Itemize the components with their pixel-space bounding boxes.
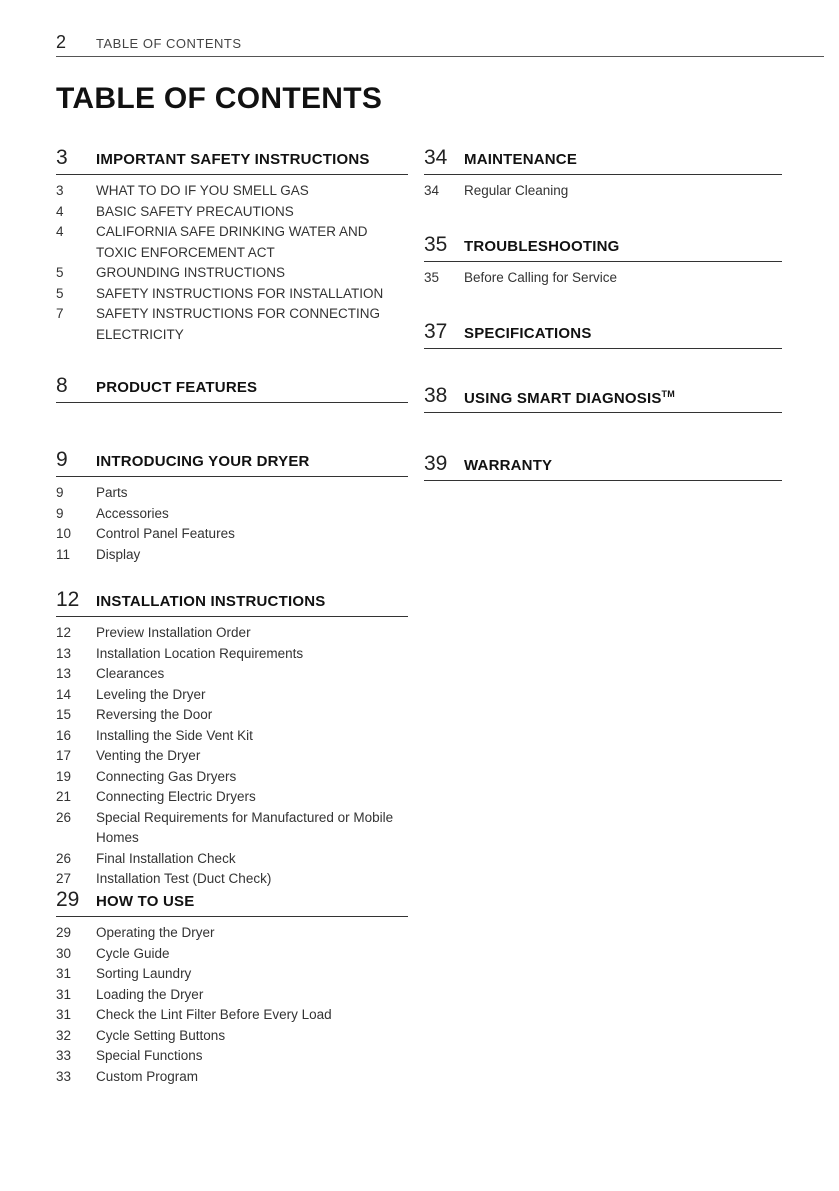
entry-page-number: 31 [56, 966, 72, 981]
entry-title: Check the Lint Filter Before Every Load [96, 1007, 332, 1022]
toc-entry[interactable] [56, 787, 408, 808]
entry-title: GROUNDING INSTRUCTIONS [96, 265, 285, 280]
section-title [96, 453, 310, 470]
entry-title: Loading the Dryer [96, 986, 204, 1002]
toc-section-installation-instructions [56, 588, 408, 890]
section-title-text: INSTALLATION INSTRUCTIONS [96, 593, 326, 610]
entry-page-number: 13 [56, 645, 72, 661]
entry-page-number: 4 [56, 203, 64, 219]
entry-page-number: 5 [56, 265, 64, 280]
toc-entry[interactable] [56, 284, 408, 305]
toc-entry[interactable] [56, 746, 408, 767]
toc-section-maintenance [424, 146, 782, 202]
entry-title: SAFETY INSTRUCTIONS FOR INSTALLATION [96, 285, 384, 301]
entry-page-number: 15 [56, 707, 72, 722]
entry-page-number: 16 [56, 727, 72, 743]
entry-title: Cycle Guide [96, 945, 170, 961]
section-heading[interactable] [424, 452, 782, 481]
section-page-number: 39 [424, 452, 448, 475]
toc-section-how-to-use [56, 888, 408, 1087]
entry-page-number: 14 [56, 686, 72, 702]
entry-page-number: 9 [56, 485, 64, 500]
toc-entry[interactable] [56, 222, 408, 263]
toc-entry[interactable] [56, 964, 408, 985]
entry-page-number: 4 [56, 224, 64, 239]
section-heading[interactable] [424, 384, 782, 413]
toc-section-troubleshooting [424, 233, 782, 289]
section-heading[interactable] [424, 233, 782, 262]
toc-entry[interactable] [56, 726, 408, 747]
toc-entry[interactable] [56, 923, 408, 944]
entry-title: Installation Test (Duct Check) [96, 871, 272, 886]
entry-title: Operating the Dryer [96, 925, 215, 940]
entry-title: Leveling the Dryer [96, 686, 206, 702]
toc-section-important-safety-instructions [56, 146, 408, 345]
entry-title: Special Requirements for Manufactured or Mobile Homes [96, 809, 394, 845]
entry-page-number: 9 [56, 505, 64, 521]
section-title [464, 325, 592, 342]
entry-title: Custom Program [96, 1068, 199, 1084]
section-heading[interactable] [56, 888, 408, 917]
section-page-number: 9 [56, 448, 68, 471]
entry-page-number: 29 [56, 925, 72, 940]
section-heading[interactable] [424, 146, 782, 175]
section-title [464, 389, 675, 407]
page-title: TABLE OF CONTENTS [56, 82, 383, 115]
section-page-number: 8 [56, 374, 68, 397]
toc-section-specifications [424, 320, 782, 349]
entry-page-number: 12 [56, 625, 72, 640]
toc-entry[interactable] [56, 664, 408, 685]
entry-title: Special Functions [96, 1048, 203, 1063]
section-title-text: SPECIFICATIONS [464, 325, 592, 342]
entry-title: Final Installation Check [96, 850, 236, 866]
section-title [96, 593, 325, 610]
entry-title: Connecting Electric Dryers [96, 789, 256, 804]
entry-page-number: 30 [56, 945, 72, 961]
entry-title: Sorting Laundry [96, 966, 192, 981]
entry-page-number: 34 [424, 183, 440, 198]
section-item-list [424, 262, 782, 289]
entry-title: Reversing the Door [96, 707, 213, 722]
running-header [56, 32, 824, 57]
section-heading[interactable] [56, 146, 408, 175]
toc-entry[interactable] [56, 1067, 408, 1088]
toc-entry[interactable] [56, 623, 408, 644]
entry-title: Connecting Gas Dryers [96, 768, 237, 784]
toc-entry[interactable] [56, 1026, 408, 1047]
section-title [464, 457, 552, 474]
entry-page-number: 10 [56, 526, 72, 541]
entry-page-number: 21 [56, 789, 72, 804]
toc-entry[interactable] [56, 705, 408, 726]
section-page-number: 3 [56, 146, 68, 169]
toc-entry[interactable] [56, 1005, 408, 1026]
section-item-list [56, 617, 408, 890]
entry-page-number: 31 [56, 986, 72, 1002]
entry-title: BASIC SAFETY PRECAUTIONS [96, 203, 294, 219]
toc-entry[interactable] [56, 767, 408, 788]
toc-entry[interactable] [56, 808, 408, 849]
entry-page-number: 31 [56, 1007, 72, 1022]
toc-section-product-features [56, 374, 408, 403]
section-item-list [56, 917, 408, 1087]
toc-entry[interactable] [56, 545, 408, 566]
section-page-number: 37 [424, 320, 448, 343]
section-heading[interactable] [56, 448, 408, 477]
toc-entry[interactable] [56, 644, 408, 665]
entry-page-number: 11 [56, 546, 71, 562]
section-title-text: MAINTENANCE [464, 151, 578, 168]
entry-title: Display [96, 546, 141, 562]
header-title: TABLE OF CONTENTS [96, 36, 242, 51]
toc-entry[interactable] [56, 944, 408, 965]
entry-title: Installing the Side Vent Kit [96, 727, 253, 743]
section-page-number: 29 [56, 888, 80, 911]
toc-section-using-smart-diagnosis [424, 384, 782, 413]
entry-title: Installation Location Requirements [96, 645, 304, 661]
section-title-text: IMPORTANT SAFETY INSTRUCTIONS [96, 151, 370, 168]
section-item-list [56, 175, 408, 345]
entry-page-number: 26 [56, 850, 72, 866]
section-item-list [424, 175, 782, 202]
entry-page-number: 33 [56, 1048, 72, 1063]
section-title-text: HOW TO USE [96, 893, 195, 910]
entry-title: Clearances [96, 666, 165, 681]
section-heading[interactable] [56, 374, 408, 403]
entry-page-number: 19 [56, 768, 72, 784]
entry-page-number: 13 [56, 666, 72, 681]
toc-entry[interactable] [56, 524, 408, 545]
toc-entry[interactable] [56, 483, 408, 504]
section-item-list [56, 477, 408, 565]
entry-page-number: 26 [56, 809, 72, 825]
section-title-text: USING SMART DIAGNOSIS [464, 390, 662, 407]
section-page-number: 12 [56, 588, 80, 611]
section-title [464, 238, 620, 255]
toc-entry[interactable] [56, 304, 408, 345]
entry-title: Parts [96, 485, 128, 500]
entry-page-number: 5 [56, 285, 64, 301]
toc-entry[interactable] [56, 849, 408, 870]
section-title-text: WARRANTY [464, 457, 553, 474]
toc-entry[interactable] [56, 985, 408, 1006]
header-page-number: 2 [56, 32, 67, 52]
section-title [464, 151, 577, 168]
entry-page-number: 7 [56, 306, 64, 321]
section-heading[interactable] [424, 320, 782, 349]
entry-page-number: 35 [424, 270, 440, 285]
trademark-mark: TM [661, 389, 675, 399]
entry-page-number: 33 [56, 1068, 72, 1084]
section-heading[interactable] [56, 588, 408, 617]
section-title [96, 379, 257, 396]
toc-entry[interactable] [56, 263, 408, 284]
toc-entry[interactable] [56, 685, 408, 706]
entry-title: Control Panel Features [96, 526, 235, 541]
toc-entry[interactable] [56, 1046, 408, 1067]
entry-title: Venting the Dryer [96, 748, 201, 763]
section-page-number: 35 [424, 233, 448, 256]
entry-title: WHAT TO DO IF YOU SMELL GAS [96, 183, 309, 198]
entry-title: Regular Cleaning [464, 183, 569, 198]
entry-page-number: 17 [56, 748, 72, 763]
section-page-number: 34 [424, 146, 448, 169]
toc-section-warranty [424, 452, 782, 481]
entry-title: Preview Installation Order [96, 625, 251, 640]
toc-entry[interactable] [56, 202, 408, 223]
toc-entry[interactable] [56, 869, 408, 890]
entry-page-number: 32 [56, 1027, 72, 1043]
entry-title: Before Calling for Service [464, 270, 618, 285]
entry-page-number: 3 [56, 183, 64, 198]
toc-entry[interactable] [424, 268, 782, 289]
entry-title: SAFETY INSTRUCTIONS FOR CONNECTING ELECTRICITY [96, 306, 381, 342]
section-title-text: TROUBLESHOOTING [464, 238, 620, 255]
section-page-number: 38 [424, 384, 448, 407]
section-title-text: PRODUCT FEATURES [96, 379, 258, 396]
toc-entry[interactable] [56, 504, 408, 525]
entry-title: Cycle Setting Buttons [96, 1027, 226, 1043]
section-title-text: INTRODUCING YOUR DRYER [96, 453, 310, 470]
toc-entry[interactable] [424, 181, 782, 202]
section-title [96, 893, 194, 910]
entry-title: CALIFORNIA SAFE DRINKING WATER AND TOXIC ENFORCEMENT ACT [96, 224, 368, 260]
section-title [96, 151, 370, 168]
entry-page-number: 27 [56, 871, 72, 886]
toc-section-introducing-your-dryer [56, 448, 408, 565]
toc-entry[interactable] [56, 181, 408, 202]
entry-title: Accessories [96, 505, 169, 521]
